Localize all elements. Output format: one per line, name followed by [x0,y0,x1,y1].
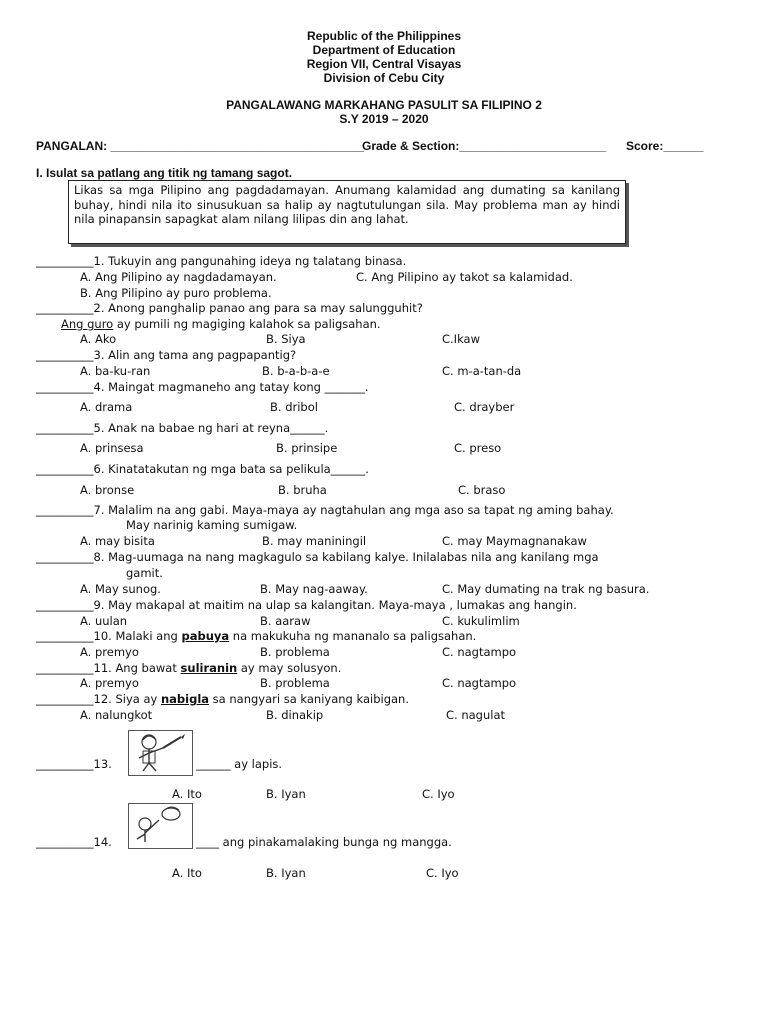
question-2-sentence [61,317,381,331]
question-13 [36,757,112,771]
answer-blank[interactable]: __________ [36,692,94,706]
question-text-rest: na makukuha ng mananalo sa paligsahan. [229,629,477,643]
choice-a: A. Ito [172,866,202,880]
question-4 [36,380,369,394]
child-mango-drawing [129,804,192,848]
choice-c: C. nagtampo [442,676,517,690]
question-text: 11. Ang bawat [93,661,181,675]
choice-b: B. may maniningil [262,534,367,548]
child-pointing-mango-picture [128,803,193,849]
choice-b: B. Ang Pilipino ay puro problema. [80,286,272,300]
question-text: 12. Siya ay [93,692,161,706]
question-text: ay lapis. [230,757,283,771]
answer-blank[interactable]: __________ [36,503,94,517]
choice-a: A. Ako [80,332,117,346]
instruction: I. Isulat sa patlang ang titik ng tamang sagot. [36,166,293,180]
choice-a: A. premyo [80,676,139,690]
child-with-pencil-picture [128,730,193,776]
name-field[interactable]: PANGALAN: ______________________________________ [36,139,365,153]
question-7-continued: May narinig kaming sumigaw. [126,518,298,532]
choice-c: C. Iyo [426,866,459,880]
question-6 [36,462,369,476]
header-region: Region VII, Central Visayas [306,57,462,71]
header-deped: Department of Education [312,43,456,57]
question-5 [36,421,328,435]
underlined-word: pabuya [181,629,230,643]
question-text: 1. Tukuyin ang pangunahing ideya ng talatang binasa. [93,254,407,268]
choice-c: C. May dumating na trak ng basura. [442,582,650,596]
answer-blank[interactable]: __________ [36,254,94,268]
answer-blank[interactable]: __________ [36,629,94,643]
choice-b: B. problema [260,645,330,659]
question-number: 13. [93,757,112,771]
question-12 [36,692,409,706]
choice-c: C. drayber [454,400,515,414]
choice-b: B. aaraw [260,614,311,628]
choice-b: B. bruha [278,483,327,497]
question-number: 14. [93,835,112,849]
question-14 [36,835,112,849]
question-8 [36,550,599,564]
choice-a: A. prinsesa [80,441,144,455]
question-7 [36,503,614,517]
grade-section-field[interactable]: Grade & Section:______________________ [362,139,607,153]
question-text: 2. Anong panghalip panao ang para sa may salungguhit? [93,301,423,315]
answer-blank[interactable]: __________ [36,301,94,315]
choice-c: C.Ikaw [442,332,480,346]
choice-c: C. m-a-tan-da [442,364,522,378]
answer-blank[interactable]: __________ [36,550,94,564]
question-2 [36,301,423,315]
question-text: 4. Maingat magmaneho ang tatay kong _______. [93,380,369,394]
header-republic: Republic of the Philippines [306,29,461,43]
choice-b: B. prinsipe [276,441,338,455]
exam-title: PANGALAWANG MARKAHANG PASULIT SA FILIPINO 2 [226,98,542,112]
answer-blank[interactable]: __________ [36,380,94,394]
question-10 [36,629,476,643]
question-text: 10. Malaki ang [93,629,182,643]
choice-c: C. braso [458,483,506,497]
choice-a: A. May sunog. [80,582,161,596]
choice-b: B. Iyan [266,787,306,801]
choice-b: B. May nag-aaway. [260,582,368,596]
question-text: 6. Kinatatakutan ng mga bata sa pelikula______. [93,462,369,476]
question-text: 3. Alin ang tama ang pagpapantig? [93,348,297,362]
answer-blank[interactable]: __________ [36,421,94,435]
choice-a: A. Ang Pilipino ay nagdadamayan. [80,270,277,284]
question-text: 9. May makapal at maitim na ulap sa kalangitan. Maya-maya , lumakas ang hangin. [93,598,577,612]
sentence-rest: ay pumili ng magiging kalahok sa paligsahan. [113,317,381,331]
choice-b: B. Siya [266,332,306,346]
child-pencil-drawing [129,731,192,775]
choice-c: C. may Maymagnanakaw [442,534,587,548]
answer-blank[interactable]: __________ [36,598,94,612]
question-14-text [196,835,452,849]
choice-a: A. nalungkot [80,708,153,722]
choice-c: C. nagtampo [442,645,517,659]
score-field[interactable]: Score:______ [626,139,704,153]
underlined-word: Ang guro [61,317,114,331]
question-3 [36,348,296,362]
question-1 [36,254,406,268]
choice-a: A. premyo [80,645,139,659]
question-text: 8. Mag-uumaga na nang magkagulo sa kabilang kalye. Inilalabas nila ang kanilang mga [93,550,599,564]
question-text: 5. Anak na babae ng hari at reyna______. [93,421,329,435]
school-year: S.Y 2019 – 2020 [339,112,429,126]
answer-blank[interactable]: __________ [36,757,94,771]
answer-blank-2[interactable]: ____ [196,835,219,849]
answer-blank[interactable]: __________ [36,661,94,675]
question-11 [36,661,341,675]
answer-blank[interactable]: __________ [36,348,94,362]
choice-c: C. kukulimlim [442,614,520,628]
question-text: ang pinakamalaking bunga ng mangga. [219,835,452,849]
choice-c: C. nagulat [446,708,506,722]
answer-blank[interactable]: __________ [36,462,94,476]
question-text-rest: sa nangyari sa kaniyang kaibigan. [209,692,410,706]
question-text: 7. Malalim na ang gabi. Maya-maya ay nagtahulan ang mga aso sa tapat ng aming bahay. [93,503,614,517]
question-13-text [196,757,282,771]
answer-blank-2[interactable]: ______ [196,757,231,771]
choice-a: A. may bisita [80,534,155,548]
underlined-word: nabigla [160,692,210,706]
choice-b: B. Iyan [266,866,306,880]
choice-c: C. Iyo [422,787,455,801]
choice-a: A. uulan [80,614,128,628]
choice-b: B. dinakip [266,708,324,722]
question-8-continued: gamit. [126,566,163,580]
header-division: Division of Cebu City [323,71,445,85]
choice-a: A. Ito [172,787,202,801]
choice-a: A. bronse [80,483,135,497]
choice-a: A. ba-ku-ran [80,364,151,378]
choice-a: A. drama [80,400,133,414]
question-text-rest: ay may solusyon. [237,661,342,675]
choice-b: B. problema [260,676,330,690]
reading-passage: Likas sa mga Pilipino ang pagdadamayan. Anumang kalamidad ang dumating sa kanilang buhay, hindi nila ito sinusukuan sa halip ay nagtutulungan sila. May problema man ay hindi nila pinapansin sapagkat alam nilang lilipas din ang lahat. [68,180,626,244]
choice-c: C. Ang Pilipino ay takot sa kalamidad. [356,270,573,284]
choice-b: B. dribol [270,400,318,414]
underlined-word: suliranin [180,661,238,675]
question-9 [36,598,577,612]
choice-b: B. b-a-b-a-e [262,364,330,378]
answer-blank[interactable]: __________ [36,835,94,849]
choice-c: C. preso [454,441,502,455]
